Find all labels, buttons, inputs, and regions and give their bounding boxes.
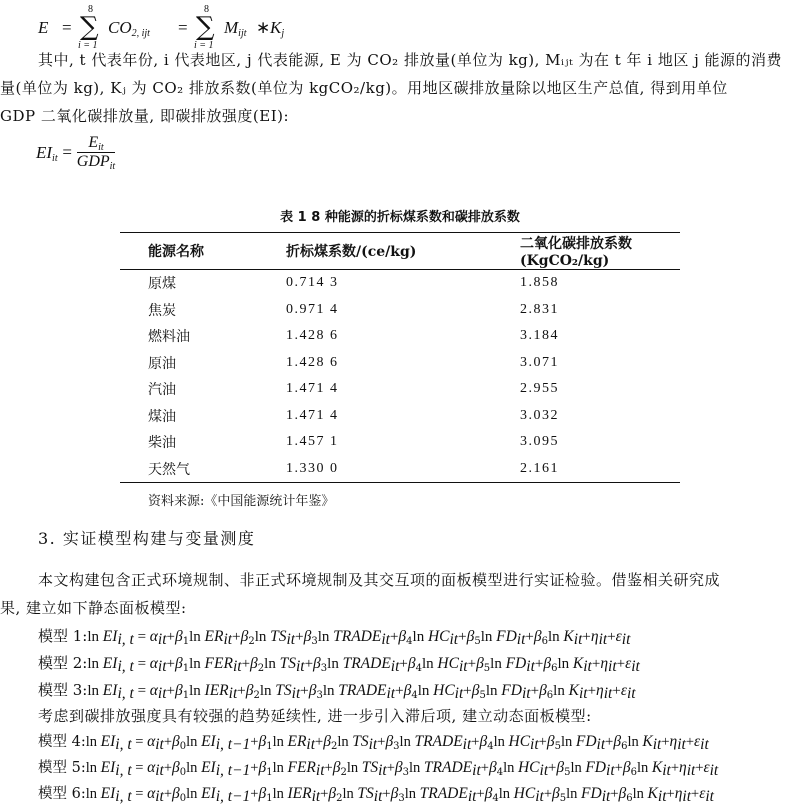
table-caption: 表 1 8 种能源的折标煤系数和碳排放系数 (280, 210, 520, 225)
eq2-lhs: $EI_{it}$ (36, 142, 58, 164)
table-row: 焦炭 0.971 4 2.831 (148, 301, 559, 319)
para1-line3: GDP 二氧化碳排放量, 即碳排放强度(EI): (0, 107, 290, 125)
eq1-equals-2: = (178, 18, 188, 37)
table-row: 汽油 1.471 4 2.955 (148, 381, 559, 399)
model-2: 模型 2:ln $EI_{i, t} = \alpha_{it}+\beta_1\ln$ $FER_{it}+\beta_2\ln$ $TS_{it}+\beta_3\ln$ $TRADE_{it}+\beta_4\ln$ $HC_{it}+\beta_5\ln$ $FD_{it}+\beta_6\ln$ $K_{it}+\eta_{it}+\varepsilon_{it}$ (38, 654, 640, 675)
section-paragraph-line1: 本文构建包含正式环境规制、非正式环境规制及其交互项的面板模型进行实证检验。借鉴相关研究成 (38, 571, 721, 589)
section-paragraph-line2: 果, 建立如下静态面板模型: (0, 599, 187, 617)
eq1-term-co2: $CO_{2, ijt}$ (108, 18, 150, 39)
model-3: 模型 3:ln $EI_{i, t} = \alpha_{it}+\beta_1\ln$ $IER_{it}+\beta_2\ln$ $TS_{it}+\beta_3\ln$ $TRADE_{it}+\beta_4\ln$ $HC_{it}+\beta_5\ln$ $FD_{it}+\beta_6\ln$ $K_{it}+\eta_{it}+\varepsilon_{it}$ (38, 681, 636, 702)
model-5: 模型 5:ln $EI_{i, t} = \alpha_{it}+\beta_0\ln$ $EI_{i, t-1}+\beta_1\ln$ $FER_{it}+\beta_2\ln$ $TS_{it}+\beta_3\ln$ $TRADE_{it}+\beta_4\ln$ $HC_{it}+\beta_5\ln$ $FD_{it}+\beta_6\ln$ $K_{it}+\eta_{it}+\varepsilon_{it}$ (38, 759, 719, 779)
sum-icon: ∑ (80, 12, 99, 42)
eq1-lhs: E (38, 18, 49, 37)
paragraph-definitions (38, 48, 798, 73)
eq2-fraction (77, 134, 115, 171)
paragraph-definitions-3 (0, 104, 800, 129)
para1-line2: 量(单位为 kg), Kⱼ 为 CO₂ 排放系数(单位为 kgCO₂/kg)。用地区碳排放量除以地区生产总值, 得到用单位 (0, 79, 728, 97)
equation-emission (38, 6, 298, 52)
col-header-coal-factor: 折标煤系数/(ce/kg) (286, 244, 417, 260)
table-row: 煤油 1.471 4 3.032 (148, 407, 559, 425)
eq1-sum-top: 8 (88, 4, 93, 15)
para1-line1: 其中, t 代表年份, i 代表地区, j 代表能源, E 为 CO₂ 排放量(单位为 kg), Mᵢⱼₜ 为在 t 年 i 地区 j 能源的消费 (38, 51, 783, 69)
eq1-sum-bottom: i = 1 (78, 40, 98, 51)
equation-intensity: $EI_{it}$ = $\frac{E_{it}}{GDP_{it}}$ (36, 134, 116, 172)
table-row: 原煤 0.714 3 1.858 (148, 275, 559, 293)
table-row: 燃料油 1.428 6 3.184 (148, 328, 559, 346)
eq1-term-k: $K_j$ (270, 18, 285, 39)
table-row: 天然气 1.330 0 2.161 (120, 456, 680, 483)
model-4: 模型 4:ln $EI_{i, t} = \alpha_{it}+\beta_0\ln$ $EI_{i, t-1}+\beta_1\ln$ $ER_{it}+\beta_2\ln$ $TS_{it}+\beta_3\ln$ $TRADE_{it}+\beta_4\ln$ $HC_{it}+\beta_5\ln$ $FD_{it}+\beta_6\ln$ $K_{it}+\eta_{it}+\varepsilon_{it}$ (38, 733, 709, 753)
col-header-co2-factor: 二氧化碳排放系数(KgCO₂/kg) (520, 236, 632, 269)
table-source: 资料来源:《中国能源统计年鉴》 (148, 494, 335, 509)
eq1-term-m: $M_{ijt}$ (224, 18, 247, 39)
eq1-sum2-bottom: i = 1 (194, 40, 214, 51)
section-title: 3. 实证模型构建与变量测度 (38, 529, 256, 548)
table-row: 原油 1.428 6 3.071 (148, 354, 559, 372)
col-header-energy: 能源名称 (148, 244, 204, 260)
eq2-numerator: $E_{it}$ (77, 134, 115, 153)
table-row: 柴油 1.457 1 3.095 (148, 434, 559, 452)
eq1-times: ∗ (256, 18, 271, 37)
emission-factor-table (120, 232, 680, 483)
eq1-equals: = (62, 18, 72, 37)
sum-icon: ∑ (196, 12, 215, 42)
eq1-sum2-top: 8 (204, 4, 209, 15)
model-6: 模型 6:ln $EI_{i, t} = \alpha_{it}+\beta_0\ln$ $EI_{i, t-1}+\beta_1\ln$ $IER_{it}+\beta_2\ln$ $TS_{it}+\beta_3\ln$ $TRADE_{it}+\beta_4\ln$ $HC_{it}+\beta_5\ln$ $FD_{it}+\beta_6\ln$ $K_{it}+\eta_{it}+\varepsilon_{it}$ (38, 785, 714, 805)
table-header-row (120, 233, 680, 270)
paragraph-definitions-2 (0, 76, 800, 101)
section-paragraph-dynamic: 考虑到碳排放强度具有较强的趋势延续性, 进一步引入滞后项, 建立动态面板模型: (38, 707, 592, 725)
model-1: 模型 1:ln $EI_{i, t} = \alpha_{it}+\beta_1\ln$ $ER_{it}+\beta_2\ln$ $TS_{it}+\beta_3\ln$ $TRADE_{it}+\beta_4\ln$ $HC_{it}+\beta_5\ln$ $FD_{it}+\beta_6\ln$ $K_{it}+\eta_{it}+\varepsilon_{it}$ (38, 627, 631, 648)
eq2-denominator: $GDP_{it}$ (76, 153, 116, 172)
